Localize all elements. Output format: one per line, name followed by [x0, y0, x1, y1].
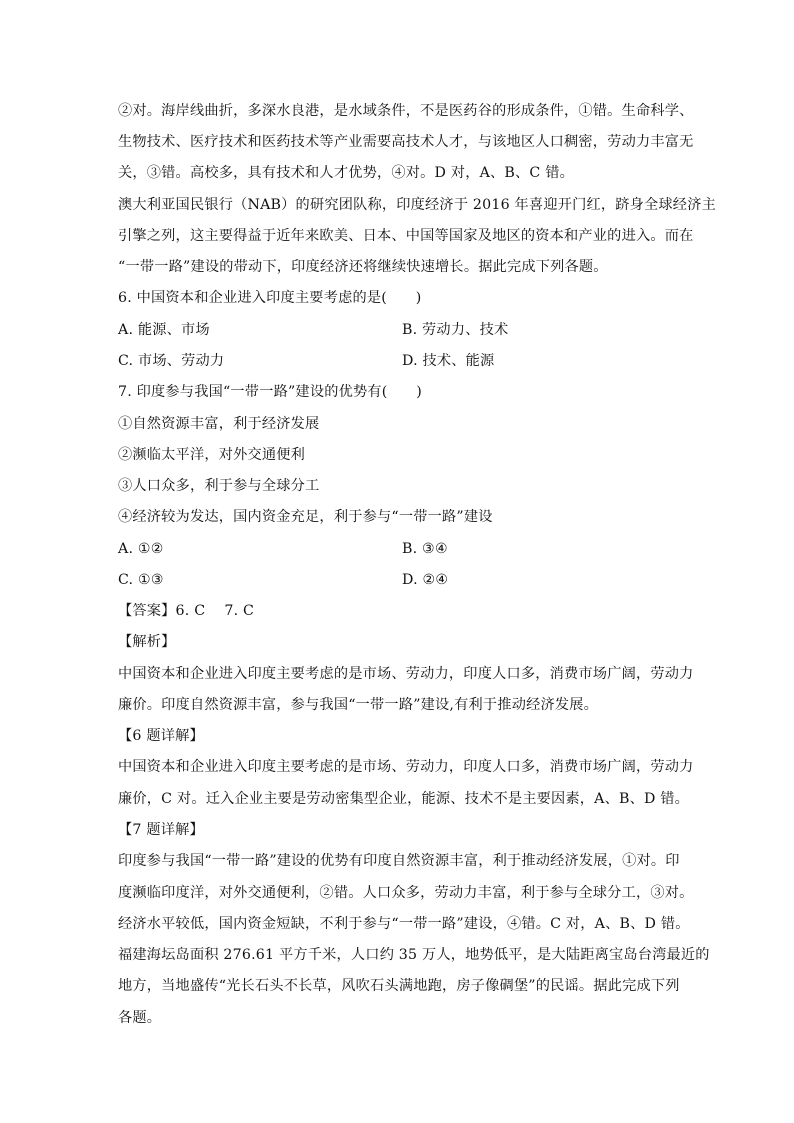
- q7-option-d: D. ②④: [402, 572, 449, 588]
- analysis-line: 廉价。印度自然资源丰富，参与我国“一带一路”建设,有利于推动经济发展。: [118, 697, 599, 713]
- detail-6-line: 廉价，C 对。迁入企业主要是劳动密集型企业，能源、技术不是主要因素，A、B、D 错。: [118, 791, 690, 807]
- answer-line: 【答案】6. C 7. C: [118, 603, 255, 619]
- q6-option-a: A. 能源、市场: [118, 322, 210, 338]
- q6-option-d: D. 技术、能源: [402, 353, 495, 369]
- question-7-stem: 7. 印度参与我国“一带一路”建设的优势有( ): [118, 384, 422, 400]
- q7-item-2: ②濒临太平洋，对外交通便利: [118, 447, 306, 463]
- detail-6-line: 中国资本和企业进入印度主要考虑的是市场、劳动力，印度人口多，消费市场广阔，劳动力: [118, 759, 694, 775]
- detail-7-heading: 【7 题详解】: [118, 822, 204, 838]
- analysis-line: 中国资本和企业进入印度主要考虑的是市场、劳动力，印度人口多，消费市场广阔，劳动力: [118, 666, 694, 682]
- text-line: 关，③错。高校多，具有技术和人才优势，④对。D 对，A、B、C 错。: [118, 165, 574, 181]
- text-line: ②对。海岸线曲折，多深水良港，是水域条件，不是医药谷的形成条件，①错。生命科学、: [118, 103, 694, 119]
- detail-7-line: 地方，当地盛传“光长石头不长草，风吹石头满地跑，房子像碉堡”的民谣。据此完成下列: [118, 978, 680, 994]
- detail-7-line: 度濒临印度洋，对外交通便利，②错。人口众多，劳动力丰富，利于参与全球分工，③对。: [118, 885, 694, 901]
- analysis-heading: 【解析】: [118, 634, 176, 650]
- q7-item-4: ④经济较为发达，国内资金充足，利于参与“一带一路”建设: [118, 509, 493, 525]
- detail-7-line: 各题。: [118, 1010, 162, 1026]
- detail-6-heading: 【6 题详解】: [118, 728, 204, 744]
- text-line: 引擎之列，这主要得益于近年来欧美、日本、中国等国家及地区的资本和产业的进入。而在: [118, 228, 694, 244]
- text-line: 生物技术、医疗技术和医药技术等产业需要高技术人才，与该地区人口稠密，劳动力丰富无: [118, 134, 694, 150]
- q7-option-a: A. ①②: [118, 541, 164, 557]
- detail-7-line: 福建海坛岛面积 276.61 平方千米，人口约 35 万人，地势低平，是大陆距离宝岛台湾最近的: [118, 947, 710, 963]
- detail-7-line: 经济水平较低，国内资金短缺，不利于参与“一带一路”建设，④错。C 对，A、B、D 错。: [118, 916, 690, 932]
- question-6-stem: 6. 中国资本和企业进入印度主要考虑的是( ): [118, 290, 422, 306]
- text-line: “一带一路”建设的带动下，印度经济还将继续快速增长。据此完成下列各题。: [118, 259, 608, 275]
- q7-item-1: ①自然资源丰富，利于经济发展: [118, 416, 320, 432]
- q7-option-c: C. ①③: [118, 572, 164, 588]
- detail-7-line: 印度参与我国“一带一路”建设的优势有印度自然资源丰富，利于推动经济发展，①对。印: [118, 853, 680, 869]
- q7-item-3: ③人口众多，利于参与全球分工: [118, 478, 320, 494]
- text-line: 澳大利亚国民银行（NAB）的研究团队称，印度经济于 2016 年喜迎开门红，跻身全球经济主: [118, 197, 716, 213]
- q7-option-b: B. ③④: [402, 541, 448, 557]
- q6-option-b: B. 劳动力、技术: [402, 322, 509, 338]
- q6-option-c: C. 市场、劳动力: [118, 353, 225, 369]
